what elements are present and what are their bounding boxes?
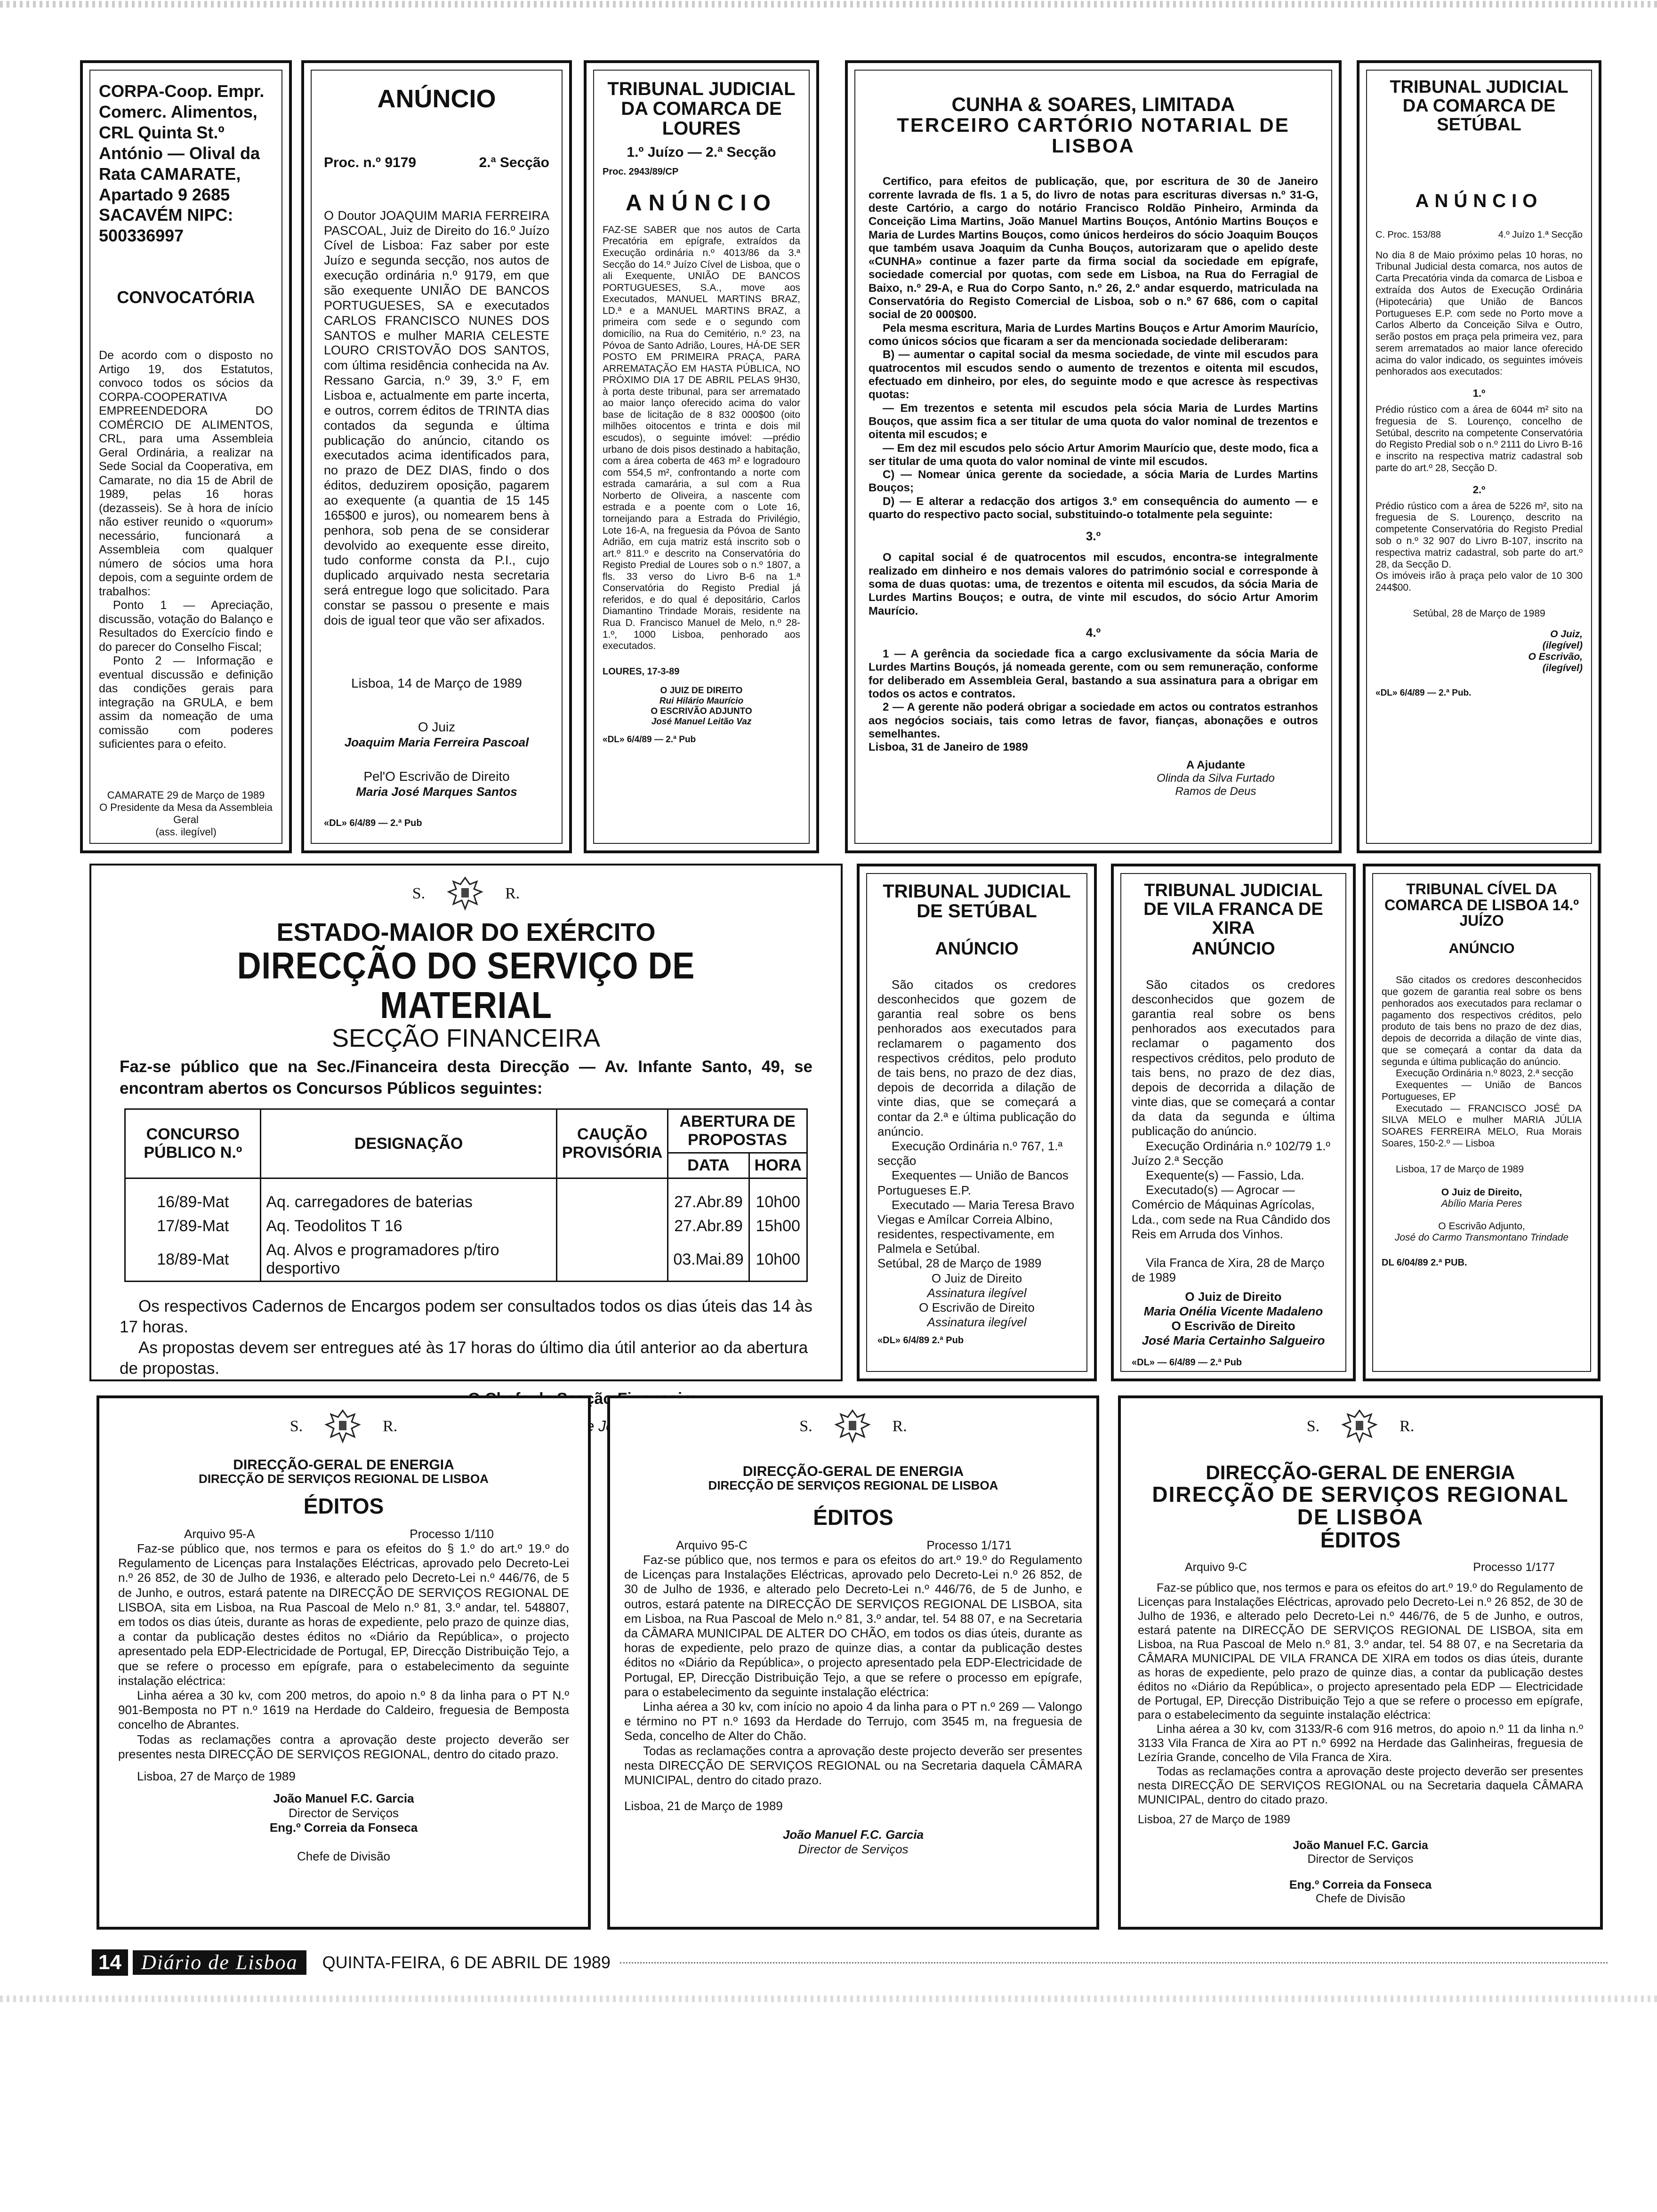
ad-editos-9c-heading: ÉDITOS — [1320, 1527, 1401, 1552]
ad-editos-95c-line: Linha aérea a 30 kv, com início no apoio 4 da linha para o PT n.º 269 — Valongo e término no PT n.º 1693 da Herdade do Terrujo, com 3545 m, na freguesia de Seda, concelho de Alter do Chão. — [624, 1699, 1082, 1743]
ad-setubal-tribunal-ref: «DL» 6/4/89 2.ª Pub — [877, 1335, 964, 1346]
ad-vila-franca-heading: ANÚNCIO — [1191, 938, 1275, 959]
ad-cunha-sign: Olinda da Silva Furtado — [1157, 772, 1275, 785]
ad-editos-95c-sign: João Manuel F.C. Garcia — [782, 1827, 924, 1842]
ad-loures-ref: «DL» 6/4/89 — 2.ª Pub — [603, 734, 696, 745]
ad-civel-lisboa-clerk-title: O Escrivão Adjunto, — [1438, 1220, 1525, 1232]
ad-setubal-tribunal-date: Setúbal, 28 de Março de 1989 — [877, 1256, 1042, 1271]
ad-setubal-comarca-clerk-title: O Escrivão, — [1528, 651, 1583, 662]
emblem-left-label: S. — [290, 1418, 303, 1435]
ad-loures-heading: ANÚNCIO — [626, 190, 777, 216]
ad-editos-95a-dept: DIRECÇÃO DE SERVIÇOS REGIONAL DE LISBOA — [199, 1471, 489, 1486]
ad-setubal-tribunal-exeq: Exequentes — União de Bancos Portugueses E.P. — [877, 1168, 1069, 1197]
ad-setubal-comarca-clerk: (ilegível) — [1542, 662, 1583, 673]
ad-loures-sub: 1.º Juízo — 2.ª Secção — [627, 144, 776, 160]
coat-of-arms-icon — [444, 875, 486, 913]
ad-setubal-tribunal — [857, 864, 1097, 1381]
ad-loures — [584, 60, 819, 853]
ad-loures-judge: Rui Hilário Maurício — [659, 696, 744, 706]
ad-anuncio-judge-title: O Juiz — [418, 720, 456, 735]
ad-cunha-p4: — Em trezentos e setenta mil escudos pela sócia Maria de Lurdes Martins Bouços, que assim fica a ser titular de uma quota do valor nominal de trezentos e oitenta mil escudos; e — [869, 401, 1318, 441]
ad-loures-body: FAZ-SE SABER que nos autos de Carta Precatória em epígrafe, extraídos da Execução ordinária n.º 4013/86 da 3.ª Secção do 14.º Juízo Cível de Lisboa, que o ali Exequente, UNIÃO DE BANCOS PORTUGUESES, S.A., move aos Executados, MANUEL MARTINS BRAZ, LD.ª e a MANUEL MARTINS BRAZ, a primeira com sede e o segundo com domicílio, na Rua do Cemitério, n.º 23, na Póvoa de Santo Adrião, Loures, HÁ-DE SER POSTO EM PRIMEIRA PRAÇA, PARA ARREMATAÇÃO EM HASTA PÚBLICA, NO PRÓXIMO DIA 17 DE ABRIL PELAS 9H30, à porta deste tribunal, para ser arrematado ao maior lanço oferecido acima do valor base de licitação de 8 832 000$00 (oito milhões oitocentos e trinta e dois mil escudos), o seguinte imóvel: —prédio urbano de dois pisos destinado a habitação, com a área coberta de 463 m² e logradouro com 554,5 m², confrontando a norte com estrada camarária, a sul com a Rua Norberto de Oliveira, a nascente com estrada e a poente com o Lote 16, torneijando para a Estrada do Privilégio, Lote 16-A, na freguesia da Póvoa de Santo Adrião, em cuja matriz está inscrito sob o art.º 811.º e descrito na Conservatória do Registo Predial de Loures sob o n.º 1807, a fls. 33 verso do Livro B-6 na 1.ª Conservatória do Registo Predial já referidos, e do qual é depositário, Carlos Diamantino Trindade Morais, residente na Rua D. Francisco Manuel de Melo, n.º 28-1.º, 1000 Lisboa, penhorado aos executados. — [603, 224, 800, 652]
ad-exercito-note1: Os respectivos Cadernos de Encargos podem ser consultados todos os dias úteis das 14 às 17 horas. — [120, 1297, 812, 1337]
emblem-left-label: S. — [412, 885, 426, 902]
ad-cunha-p7: D) — E alterar a redacção dos artigos 3.º em consequência do aumento — e quarto do respectivo pacto social, substituindo-o totalmente pela seguinte: — [869, 495, 1318, 521]
ad-civel-lisboa-exeq: Exequentes — União de Bancos Portugueses, EP — [1382, 1080, 1582, 1102]
ad-editos-9c-body: Faz-se público que, nos termos e para os efeitos do art.º 19.º do Regulamento de Licenças para Instalações Eléctricas, aprovado pelo Decreto-Lei n.º 26 852, de 30 de Julho de 1936, e alterado pelo Decreto-Lei n.º 446/76, de 5 de Junho, e outros, estará patente na DIRECÇÃO DE SERVIÇOS REGIONAL DE LISBOA, sita em Lisboa, na Rua Pascoal de Melo n.º 81, 3.º andar, tel. 54 88 07, e na Secretaria da CÂMARA MUNICIPAL DE VILA FRANCA DE XIRA em todos os dias úteis, durante as horas de expediente, pelo prazo de quinze dias, a contar da publicação destes éditos no «Diário da República», o projecto apresentado pela EDP — Electricidade de Portugal, EP, Direcção Distribuição Tejo a que se refere o processo em epígrafe, para o estabelecimento da seguinte instalação eléctrica: — [1138, 1581, 1583, 1722]
ad-loures-clerk-title: O ESCRIVÃO ADJUNTO — [651, 706, 752, 716]
coat-of-arms-icon — [1338, 1408, 1381, 1445]
row-data: 03.Mai.89 — [668, 1238, 749, 1282]
ad-cunha-p5: — Em dez mil escudos pelo sócio Artur Amorim Maurício que, deste modo, fica a ser titular de uma quota do valor nominal de vinte mil escudos. — [869, 441, 1318, 468]
ad-editos-9c-arquivo: Arquivo 9-C — [1185, 1560, 1247, 1574]
col-caucao: CAUÇÃO PROVISÓRIA — [556, 1109, 668, 1178]
ad-vila-franca-judge: Maria Onélia Vicente Madaleno — [1143, 1304, 1323, 1319]
col-hora: HORA — [749, 1153, 807, 1178]
ad-corpa-point2: Ponto 2 — Informação e eventual discussão e definição das condições gerais para integração na GRULA, e bem assim da nomeação de uma comissão com poderes suficientes para o efeito. — [99, 654, 273, 751]
col-data: DATA — [668, 1153, 749, 1178]
ad-editos-9c-emblem — [1138, 1408, 1583, 1445]
row-num: 18/89-Mat — [125, 1238, 261, 1282]
ad-corpa-point1: Ponto 1 — Apreciação, discussão, votação do Balanço e Resultados do Exercício findo e do parecer do Conselho Fiscal; — [99, 599, 273, 654]
ad-exercito-note2: As propostas devem ser entregues até às 17 horas do último dia útil anterior ao da abertura de propostas. — [120, 1338, 808, 1378]
table-row — [125, 1214, 807, 1238]
ad-setubal-tribunal-judge-title: O Juiz de Direito — [931, 1271, 1022, 1285]
ad-editos-95c-processo: Processo 1/171 — [926, 1538, 1012, 1553]
coat-of-arms-icon — [322, 1408, 364, 1445]
ad-cunha-p1: Certifico, para efeitos de publicação, que, por escritura de 30 de Janeiro corrente lavrada de fls. 1 a 5, do livro de notas para escrituras diversas n.º 31-G, deste Cartório, a cargo do notário Francisco Roldão Pinheiro, Arminda da Conceição Lima Martins, João Manuel Martins Bouços, António Martins Bouços e Maria de Lurdes Martins Bouços, como únicos herdeiros do sócio Joaquim Bouços que também usava Joaquim da Cunha Bouços, autorizaram que o apelido deste «CUNHA» continue a fazer parte da firma social da sociedade em epígrafe, sociedade comercial por quotas, com sede em Lisboa, na Rua do Ferragial de Baixo, n.º 29-A, e Rua do Corpo Santo, n.º 26, 2.º andar esquerdo, matriculada na Conservatória do Registo Comercial de Lisboa, sob o n.º 67 686, com o capital social de 20 000$00. — [869, 175, 1318, 321]
contest-table — [124, 1108, 808, 1282]
ad-editos-9c-dept: DIRECÇÃO DE SERVIÇOS REGIONAL DE LISBOA — [1152, 1482, 1569, 1530]
table-row — [125, 1238, 807, 1282]
masthead-logo: Diário de Lisboa — [133, 1950, 306, 1975]
ad-corpa — [80, 60, 292, 853]
ad-exercito-intro: Faz-se público que na Sec./Financeira desta Direcção — Av. Infante Santo, 49, se encontram abertos os Concursos Públicos seguintes: — [120, 1058, 812, 1098]
ad-editos-95a — [97, 1395, 591, 1930]
ad-setubal-tribunal-clerk-title: O Escrivão de Direito — [919, 1300, 1035, 1314]
row-num: 16/89-Mat — [125, 1178, 261, 1215]
ad-anuncio-9179 — [301, 60, 572, 853]
footer-rule — [620, 1962, 1608, 1964]
ad-cunha-p2: Pela mesma escritura, Maria de Lurdes Martins Bouços e Artur Amorim Maurício, como únicos sócios que ficaram a ser da mencionada sociedade deliberaram: — [869, 321, 1318, 348]
ad-civel-lisboa — [1363, 864, 1601, 1381]
ad-editos-95a-sign-role: Director de Serviços — [288, 1806, 399, 1820]
ad-cunha-title: CUNHA & SOARES, LIMITADA — [951, 93, 1235, 115]
ad-editos-9c-line: Linha aérea a 30 kv, com 3133/R-6 com 916 metros, do apoio n.º 11 da linha n.º 3133 Vila Franca de Xira ao PT n.º 6992 na Herdade das Galinheiras, freguesia de Lezíria Grande, concelho de Vila Franca de Xira. — [1138, 1722, 1583, 1764]
ad-civel-lisboa-body: São citados os credores desconhecidos que gozem de garantia real sobre os bens penhorados aos executados para reclamar o pagamento dos respectivos créditos, pelo produto de tais bens no prazo de dez dias, depois de decorrida a dilação de vinte dias, que se começará a contar da data da segunda e última publicação do anúncio. — [1382, 975, 1582, 1067]
coat-of-arms-icon — [831, 1408, 874, 1445]
ad-corpa-place-date: CAMARATE 29 de Março de 1989 — [107, 789, 265, 801]
ad-setubal-comarca-b1: Prédio rústico com a área de 6044 m² sito na freguesia de S. Lourenço, concelho de Setúbal, descrito na competente Conservatória do Registo Predial sob o n.º 2111 do Livro B-16 e inscrito na respectiva matriz cadastral sob parte do art.º 28, Secção D. — [1375, 404, 1583, 473]
ad-vila-franca-exec: Execução Ordinária n.º 102/79 1.º Juízo 2.ª Secção — [1132, 1138, 1330, 1168]
ad-anuncio-section: 2.ª Secção — [479, 154, 549, 170]
ad-corpa-sign2: (ass. ilegível) — [155, 825, 217, 838]
ad-editos-9c-sign2: Eng.º Correia da Fonseca — [1289, 1878, 1432, 1891]
ad-civel-lisboa-exec: Execução Ordinária n.º 8023, 2.ª secção — [1396, 1068, 1574, 1079]
ad-cunha-p8: O capital social é de quatrocentos mil escudos, encontra-se integralmente realizado em dinheiro e nos demais valores do património social e corresponde à soma de duas quotas: uma, de trezentos e oitenta mil escudos, da sócia Maria de Lurdes Martins Bouços; e outra, de vinte mil escudos, do sócio Artur Amorim Maurício. — [869, 551, 1318, 617]
ad-setubal-tribunal-execd: Executado — Maria Teresa Bravo Viegas e Amílcar Correia Albino, residentes, respectivamente, em Palmela e Setúbal. — [877, 1197, 1075, 1256]
ad-exercito-dept: DIRECÇÃO DO SERVIÇO DE MATERIAL — [237, 944, 695, 1026]
row-hora: 10h00 — [749, 1238, 807, 1282]
emblem-right-label: R. — [383, 1418, 398, 1435]
row-num: 17/89-Mat — [125, 1214, 261, 1238]
ad-cunha-sign2: Ramos de Deus — [1175, 785, 1256, 798]
emblem-right-label: R. — [892, 1418, 907, 1435]
ad-vila-franca — [1111, 864, 1356, 1381]
ad-editos-95a-sign: João Manuel F.C. Garcia — [273, 1791, 414, 1806]
ad-vila-franca-judge-title: O Juiz de Direito — [1185, 1290, 1282, 1304]
ad-anuncio-clerk-title: Pel'O Escrivão de Direito — [363, 769, 510, 784]
ad-editos-9c-claims: Todas as reclamações contra a aprovação deste projecto deverão ser presentes nesta DIRECÇÃO DE SERVIÇOS REGIONAL ou na Secretaria daquela CÂMARA MUNICIPAL, dentro do citado prazo. — [1138, 1764, 1583, 1806]
ad-editos-95c-dept: DIRECÇÃO DE SERVIÇOS REGIONAL DE LISBOA — [708, 1478, 998, 1492]
ad-setubal-tribunal-heading: ANÚNCIO — [935, 939, 1019, 959]
row-hora: 10h00 — [749, 1178, 807, 1215]
ad-civel-lisboa-judge-title: O Juiz de Direito, — [1441, 1186, 1522, 1198]
ad-civel-lisboa-clerk: José do Carmo Transmontano Trindade — [1394, 1232, 1569, 1243]
ad-cunha-date: Lisboa, 31 de Janeiro de 1989 — [869, 741, 1028, 754]
ad-setubal-tribunal-body: São citados os credores desconhecidos que gozem de garantia real sobre os bens penhorados aos executados para reclamarem o pagamento dos respectivos créditos, pelo produto de tais bens, no prazo de dez dias, depois de decorrida a dilação de vinte dias, que se começará a contar da 2.ª e última publicação do anúncio. — [877, 977, 1076, 1138]
ad-vila-franca-clerk-title: O Escrivão de Direito — [1171, 1319, 1295, 1333]
page-date: QUINTA-FEIRA, 6 DE ABRIL DE 1989 — [322, 1953, 611, 1972]
ad-loures-clerk: José Manuel Leitão Vaz — [651, 716, 752, 727]
ad-vila-franca-title: TRIBUNAL JUDICIAL DE VILA FRANCA DE XIRA — [1143, 881, 1323, 938]
ad-editos-9c-date: Lisboa, 27 de Março de 1989 — [1138, 1812, 1290, 1826]
ad-corpa-header: CORPA-Coop. Empr. Comerc. Alimentos, CRL Quinta St.º António — Olival da Rata CAMARATE, Apartado 9 2685 SACAVÉM NIPC: 500336997 — [99, 81, 265, 246]
ad-editos-9c-sign-role: Director de Serviços — [1307, 1852, 1414, 1866]
col-concurso: CONCURSO PÚBLICO N.º — [125, 1109, 261, 1178]
ad-exercito — [89, 864, 843, 1381]
ad-setubal-comarca-n1: 1.º — [1472, 387, 1486, 400]
ad-exercito-org: ESTADO-MAIOR DO EXÉRCITO — [276, 918, 656, 946]
ad-editos-95a-org: DIRECÇÃO-GERAL DE ENERGIA — [233, 1457, 454, 1473]
emblem-left-label: S. — [1306, 1418, 1320, 1435]
ad-setubal-comarca-ref: «DL» 6/4/89 — 2.ª Pub. — [1375, 688, 1472, 698]
ad-anuncio-proc: Proc. n.º 9179 — [324, 154, 417, 170]
col-abertura: ABERTURA DE PROPOSTAS — [668, 1109, 807, 1153]
ad-editos-95c-date: Lisboa, 21 de Março de 1989 — [624, 1799, 783, 1813]
row-desc: Aq. Alvos e programadores p/tiro desportivo — [261, 1238, 556, 1282]
ad-editos-95a-line: Linha aérea a 30 kv, com 200 metros, do apoio n.º 8 da linha para o PT N.º 901-Bemposta no PT n.º 1619 na Herdade do Caldeiro, freguesia de Bemposta concelho de Abrantes. — [118, 1688, 569, 1732]
emblem-right-label: R. — [1400, 1418, 1415, 1435]
ad-setubal-comarca-body: No dia 8 de Maio próximo pelas 10 horas, no Tribunal Judicial desta comarca, nos autos de Carta Precatória vinda da comarca de Lisboa e extraída dos Autos de Execução Ordinária (Hipotecária) que União de Bancos Portugueses E.P. com sede no Porto move a Carlos Alberto da Conceição Silva e Outro, serão postos em praça pela primeira vez, para serem arrematados ao maior lance oferecido acima do valor indicado, os seguintes imóveis penhorados aos executados: — [1375, 249, 1583, 377]
ad-editos-9c-org: DIRECÇÃO-GERAL DE ENERGIA — [1206, 1461, 1515, 1483]
ad-editos-95a-sign2: Eng.º Correia da Fonseca — [269, 1820, 418, 1835]
ad-editos-9c-processo: Processo 1/177 — [1473, 1560, 1555, 1574]
ad-setubal-tribunal-judge: Assinatura ilegível — [927, 1285, 1027, 1300]
ad-editos-95a-body: Faz-se público que, nos termos e para os efeitos do § 1.º do art.º 19.º do Regulamento de Licenças para Instalações Eléctricas, aprovado pelo Decreto-Lei n.º 26 852, de 30 de Julho de 1936, e alterado pelo Decreto-Lei n.º 446/76, de 5 de Junho, e outros, estará patente na DIRECÇÃO DE SERVIÇOS REGIONAL DE LISBOA, sita em Lisboa, na Rua Pascoal de Melo n.º 81, 3.º andar, tel. 548807, em todos os dias úteis, durante as horas de expediente, pelo prazo de quinze dias, a contar da publicação destes éditos no «Diário da República», o projecto apresentado pela EDP-Electricidade de Portugal, EP, Direcção Distribuição Tejo, a que se refere o processo em epígrafe, para o estabelecimento da seguinte instalação eléctrica: — [118, 1541, 569, 1688]
ad-setubal-comarca-n2: 2.º — [1472, 483, 1486, 496]
ad-setubal-comarca-heading: ANÚNCIO — [1415, 190, 1543, 211]
row-caucao — [556, 1238, 668, 1282]
ad-editos-95c-org: DIRECÇÃO-GERAL DE ENERGIA — [742, 1464, 964, 1479]
ad-cunha-art4: 4.º — [1086, 625, 1101, 640]
ad-editos-95c — [607, 1395, 1099, 1930]
ad-civel-lisboa-title: TRIBUNAL CÍVEL DA COMARCA DE LISBOA 14.º JUÍZO — [1384, 881, 1579, 930]
ad-vila-franca-date: Vila Franca de Xira, 28 de Março de 1989 — [1132, 1255, 1325, 1285]
ad-setubal-comarca — [1357, 60, 1601, 853]
ad-cunha-art3: 3.º — [1086, 529, 1101, 544]
ad-civel-lisboa-ref: DL 6/04/89 2.ª PUB. — [1382, 1257, 1467, 1268]
ad-editos-95c-arquivo: Arquivo 95-C — [676, 1538, 748, 1553]
ad-loures-date: LOURES, 17-3-89 — [603, 666, 680, 677]
emblem-right-label: R. — [505, 885, 520, 902]
ad-loures-proc: Proc. 2943/89/CP — [603, 166, 679, 177]
ad-editos-95a-emblem — [118, 1408, 569, 1445]
ad-vila-franca-ref: «DL» — 6/4/89 — 2.ª Pub — [1132, 1357, 1242, 1368]
row-caucao — [556, 1214, 668, 1238]
row-desc: Aq. Teodolitos T 16 — [261, 1214, 556, 1238]
ad-anuncio-title: ANÚNCIO — [377, 85, 496, 113]
row-data: 27.Abr.89 — [668, 1214, 749, 1238]
row-data: 27.Abr.89 — [668, 1178, 749, 1215]
ad-setubal-comarca-court: 4.º Juízo 1.ª Secção — [1498, 229, 1583, 240]
ad-editos-95a-heading: ÉDITOS — [303, 1493, 384, 1518]
ad-setubal-comarca-title: TRIBUNAL JUDICIAL DA COMARCA DE SETÚBAL — [1390, 77, 1569, 135]
ad-vila-franca-exeq: Exequente(s) — Fassio, Lda. — [1146, 1168, 1304, 1182]
ad-corpa-sign: O Presidente da Mesa da Assembleia Geral — [99, 801, 273, 825]
row-hora: 15h00 — [749, 1214, 807, 1238]
ad-editos-9c-sign2-role: Chefe de Divisão — [1315, 1891, 1406, 1905]
ad-cunha-p3: B) — aumentar o capital social da mesma sociedade, de vinte mil escudos para quatrocentos mil escudos sendo o aumento de trezentos e oitenta mil escudos, efectuado em dinheiro, por eles, do seguinte modo e que acresce às respectivas quotas: — [869, 348, 1318, 401]
ad-anuncio-ref: «DL» 6/4/89 — 2.ª Pub — [324, 817, 422, 828]
ad-setubal-tribunal-clerk: Assinatura ilegível — [927, 1314, 1027, 1329]
ad-setubal-comarca-proc: C. Proc. 153/88 — [1375, 229, 1441, 240]
ad-editos-95c-heading: ÉDITOS — [813, 1505, 893, 1530]
ad-setubal-comarca-judge-title: O Juiz, — [1550, 628, 1583, 640]
ad-corpa-body: De acordo com o disposto no Artigo 19, dos Estatutos, convoco todos os sócios da CORPA-COOPERATIVA EMPREENDEDORA DO COMÉRCIO DE ALIMENTOS, CRL, para uma Assembleia Geral Ordinária, a realizar na Sede Social da Cooperativa, em Camarate, no dia 15 de Abril de 1989, pelas 16 horas (dezasseis). Se à hora de início não estiver reunido o «quorum» necessário, funcionará a Assembleia com qualquer número de sócios uma hora depois, com a seguinte ordem de trabalhos: — [99, 349, 273, 598]
ad-cunha-p9: 1 — A gerência da sociedade fica a cargo exclusivamente da sócia Maria de Lurdes Martins Bouçós, já nomeada gerente, com ou sem remuneração, conforme for deliberado em Assembleia Geral, bastando a sua assinatura para a obrigar em todos os actos e contratos. — [869, 647, 1318, 700]
col-designacao: DESIGNAÇÃO — [261, 1109, 556, 1178]
ad-vila-franca-clerk: José Maria Certainho Salgueiro — [1142, 1333, 1325, 1348]
ad-civel-lisboa-date: Lisboa, 17 de Março de 1989 — [1396, 1163, 1524, 1175]
emblem-left-label: S. — [799, 1418, 812, 1435]
ad-setubal-comarca-date: Setúbal, 28 de Março de 1989 — [1413, 608, 1545, 619]
ad-vila-franca-execd: Executado(s) — Agrocar — Comércio de Máquinas Agrícolas, Lda., com sede na Rua Cândido dos Reis em Arruda dos Vinhos. — [1132, 1183, 1331, 1241]
page-number: 14 — [92, 1949, 128, 1976]
ad-setubal-comarca-judge: (ilegível) — [1542, 640, 1583, 651]
ad-vila-franca-body: São citados os credores desconhecidos que gozem de garantia real sobre os bens penhorados aos executados para reclamar o pagamento dos respectivos créditos, pelo produto de tais bens, no prazo de dez dias, depois de decorrida a dilação de vinte dias, que se começará a contar da data da segunda e última publicação do anúncio. — [1132, 977, 1335, 1138]
ad-editos-95c-claims: Todas as reclamações contra a aprovação deste projecto deverão ser presentes nesta DIRECÇÃO DE SERVIÇOS REGIONAL ou na Secretaria daquela CÂMARA MUNICIPAL, dentro do citado prazo. — [624, 1743, 1082, 1787]
ad-anuncio-body: O Doutor JOAQUIM MARIA FERREIRA PASCOAL, Juiz de Direito do 16.º Juízo Cível de Lisboa: Faz saber por este Juízo e segunda secção, nos autos de execução ordinária n.º 9179, em que são exequente UNIÃO DE BANCOS PORTUGUESES, SA e executados CARLOS FRANCISCO NUNES DOS SANTOS e mulher MARIA CELESTE LOURO CRISTOVÃO DOS SANTOS, com última residência conhecida na Av. Ressano Garcia, n.º 39, 3.º F, em Lisboa e, actualmente em parte incerta, e outros, correm éditos de TRINTA dias contados da segunda e última publicação do anúncio, citando os executados acima identificados para, no prazo de DEZ DIAS, findo o dos éditos, deduzirem oposição, pagarem ao exequente (a quantia de 15 145 165$00 e juros), ou nomearem bens à penhora, sob pena de se considerar devolvido ao exequente esse direito, tudo conforme consta da P.I., cujo duplicado arquivado nesta secretaria será entregue logo que solicitado. Para constar se passou o presente e mais dois de igual teor que vão ser afixados. — [324, 208, 549, 627]
ad-civel-lisboa-heading: ANÚNCIO — [1448, 940, 1515, 956]
ad-setubal-comarca-b3: Os imóveis irão à praça pelo valor de 10 300 244$00. — [1375, 570, 1583, 593]
ad-setubal-tribunal-title: TRIBUNAL JUDICIAL DE SETÚBAL — [883, 881, 1071, 922]
ad-anuncio-date: Lisboa, 14 de Março de 1989 — [351, 675, 522, 690]
ad-cunha-soares — [845, 60, 1342, 853]
ad-cunha-p10: 2 — A gerente não poderá obrigar a sociedade em actos ou contratos estranhos aos negócios sociais, tais como letras de favor, fianças, abonações e outros semelhantes. — [869, 701, 1318, 740]
ad-editos-95c-emblem — [624, 1408, 1082, 1445]
ad-cunha-sub: TERCEIRO CARTÓRIO NOTARIAL DE LISBOA — [897, 114, 1290, 157]
ad-loures-judge-title: O JUIZ DE DIREITO — [660, 685, 743, 696]
ad-editos-9c-sign: João Manuel F.C. Garcia — [1293, 1838, 1428, 1852]
ad-editos-95a-claims: Todas as reclamações contra a aprovação deste projecto deverão ser presentes nesta DIRECÇÃO DE SERVIÇOS REGIONAL, dentro do citado prazo. — [118, 1732, 569, 1761]
row-caucao — [556, 1178, 668, 1215]
ad-setubal-tribunal-exec: Execução Ordinária n.º 767, 1.ª secção — [877, 1138, 1063, 1168]
ad-anuncio-clerk: Maria José Marques Santos — [356, 784, 517, 799]
ad-setubal-comarca-b2: Prédio rústico com a área de 5226 m², sito na freguesia de S. Lourenço, descrito na competente Conservatória do Registo Predial sob o n.º 32 907 do Livro B-107, inscrito na respectiva matriz cadastral, sob parte do art.º 28, da Secção D. — [1375, 500, 1583, 570]
ad-editos-95a-processo: Processo 1/110 — [410, 1527, 494, 1541]
ad-editos-9c — [1118, 1395, 1603, 1930]
ad-editos-95a-arquivo: Arquivo 95-A — [184, 1527, 255, 1541]
ad-anuncio-judge: Joaquim Maria Ferreira Pascoal — [344, 735, 529, 749]
ad-editos-95a-sign2-role: Chefe de Divisão — [297, 1849, 390, 1864]
page-footer — [92, 1948, 1608, 1977]
ad-civel-lisboa-judge: Abílio Maria Peres — [1441, 1198, 1522, 1209]
ad-editos-95c-body: Faz-se público que, nos termos e para os efeitos do art.º 19.º do Regulamento de Licenças para Instalações Eléctricas, aprovado pelo Decreto-Lei n.º 26 852, de 30 de Julho de 1936, e alterado pelo Decreto-Lei n.º 446/76, de 5 de Junho, e outros, estará patente na DIRECÇÃO DE SERVIÇOS REGIONAL DE LISBOA, sita em Lisboa, na Rua Pascoal de Melo n.º 81, 3.º andar, tel. 54 88 07, e na Secretaria da CÂMARA MUNICIPAL DE ALTER DO CHÃO, em todos os dias úteis, durante as horas de expediente, pelo prazo de quinze dias, a contar da publicação destes éditos no «Diário da República», o projecto apresentado pela EDP-Electricidade de Portugal, EP, Direcção Distribuição Tejo, a que se refere o processo em epígrafe, para o estabelecimento da seguinte instalação eléctrica: — [624, 1553, 1082, 1699]
ad-corpa-title: CONVOCATÓRIA — [117, 288, 255, 307]
ad-exercito-emblem — [110, 875, 822, 913]
table-row — [125, 1178, 807, 1215]
ad-editos-95a-date: Lisboa, 27 de Março de 1989 — [137, 1769, 296, 1783]
ad-cunha-sign-title: A Ajudante — [1186, 759, 1245, 772]
ad-civel-lisboa-execd: Executado — FRANCISCO JOSÉ DA SILVA MELO e mulher MARIA JÚLIA SOARES FERREIRA MELO, Rua Morais Soares, 150-2.º — Lisboa — [1382, 1103, 1582, 1149]
ad-cunha-p6: C) — Nomear única gerente da sociedade, a sócia Maria de Lurdes Martins Bouços; — [869, 468, 1318, 495]
ad-editos-95c-sign-role: Director de Serviços — [798, 1842, 909, 1857]
ad-exercito-section: SECÇÃO FINANCEIRA — [331, 1024, 601, 1052]
ad-loures-title: TRIBUNAL JUDICIAL DA COMARCA DE LOURES — [607, 79, 796, 139]
row-desc: Aq. carregadores de baterias — [261, 1178, 556, 1215]
